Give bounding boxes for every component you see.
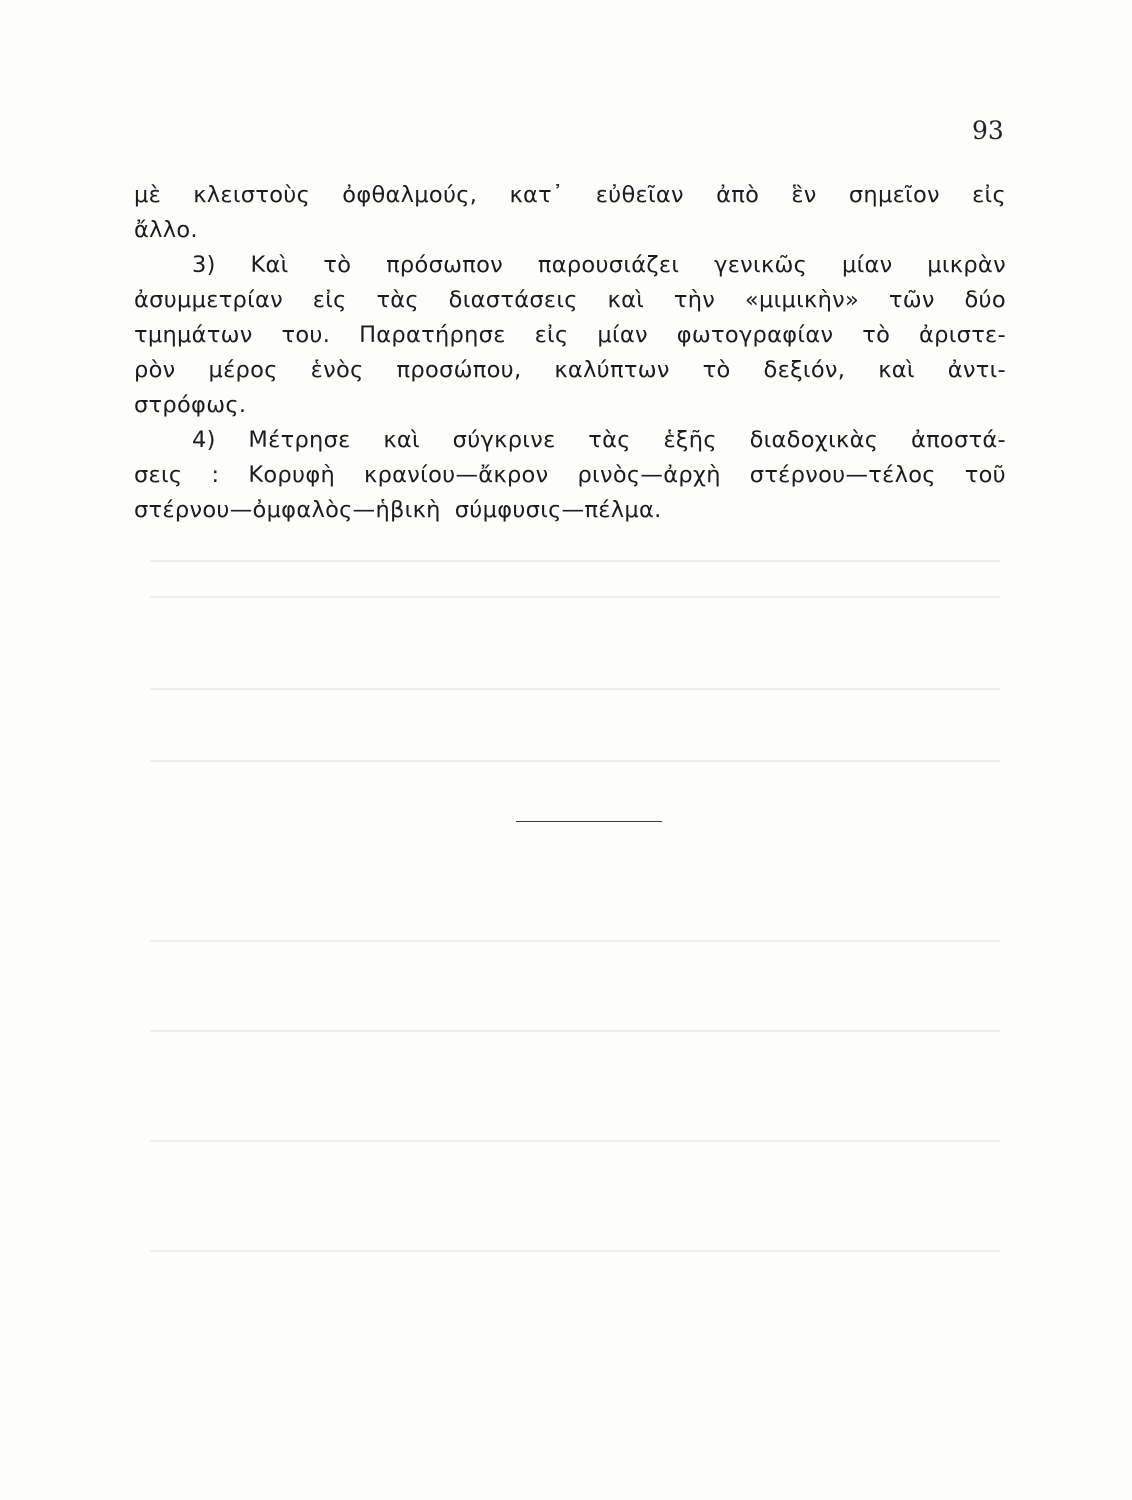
text-line: μὲ κλειστοὺς ὀφθαλμούς, κατ᾽ εὐθεῖαν ἀπὸ ἓν σημεῖον εἰς: [134, 182, 1006, 208]
show-through-line: [150, 940, 1000, 942]
page-number: 93: [972, 116, 1004, 145]
section-divider: [516, 821, 662, 822]
show-through-line: [150, 688, 1000, 690]
show-through-line: [150, 596, 1000, 598]
text-line: στρόφως.: [134, 392, 247, 418]
show-through-line: [150, 760, 1000, 762]
text-line: στέρνου—ὀμφαλὸς—ἡβικὴ σύμφυσις—πέλμα.: [134, 497, 662, 523]
text-line: σεις : Κορυφὴ κρανίου—ἄκρον ρινὸς—ἀρχὴ στέρνου—τέλος τοῦ: [134, 462, 1006, 488]
text-line: τμημάτων του. Παρατήρησε εἰς μίαν φωτογραφίαν τὸ ἀριστε-: [134, 322, 1006, 348]
body-text: [134, 178, 1006, 528]
text-line: ἄλλο.: [134, 217, 198, 243]
show-through-line: [150, 1250, 1000, 1252]
show-through-line: [150, 1030, 1000, 1032]
text-line: 3) Καὶ τὸ πρόσωπον παρουσιάζει γενικῶς μίαν μικρὰν: [192, 252, 1006, 278]
text-line: ἀσυμμετρίαν εἰς τὰς διαστάσεις καὶ τὴν «μιμικὴν» τῶν δύο: [134, 287, 1006, 313]
show-through-line: [150, 560, 1000, 562]
text-line: ρὸν μέρος ἑνὸς προσώπου, καλύπτων τὸ δεξιόν, καὶ ἀντι-: [134, 357, 1006, 383]
show-through-line: [150, 1140, 1000, 1142]
text-line: 4) Μέτρησε καὶ σύγκρινε τὰς ἑξῆς διαδοχικὰς ἀποστά-: [192, 427, 1006, 453]
